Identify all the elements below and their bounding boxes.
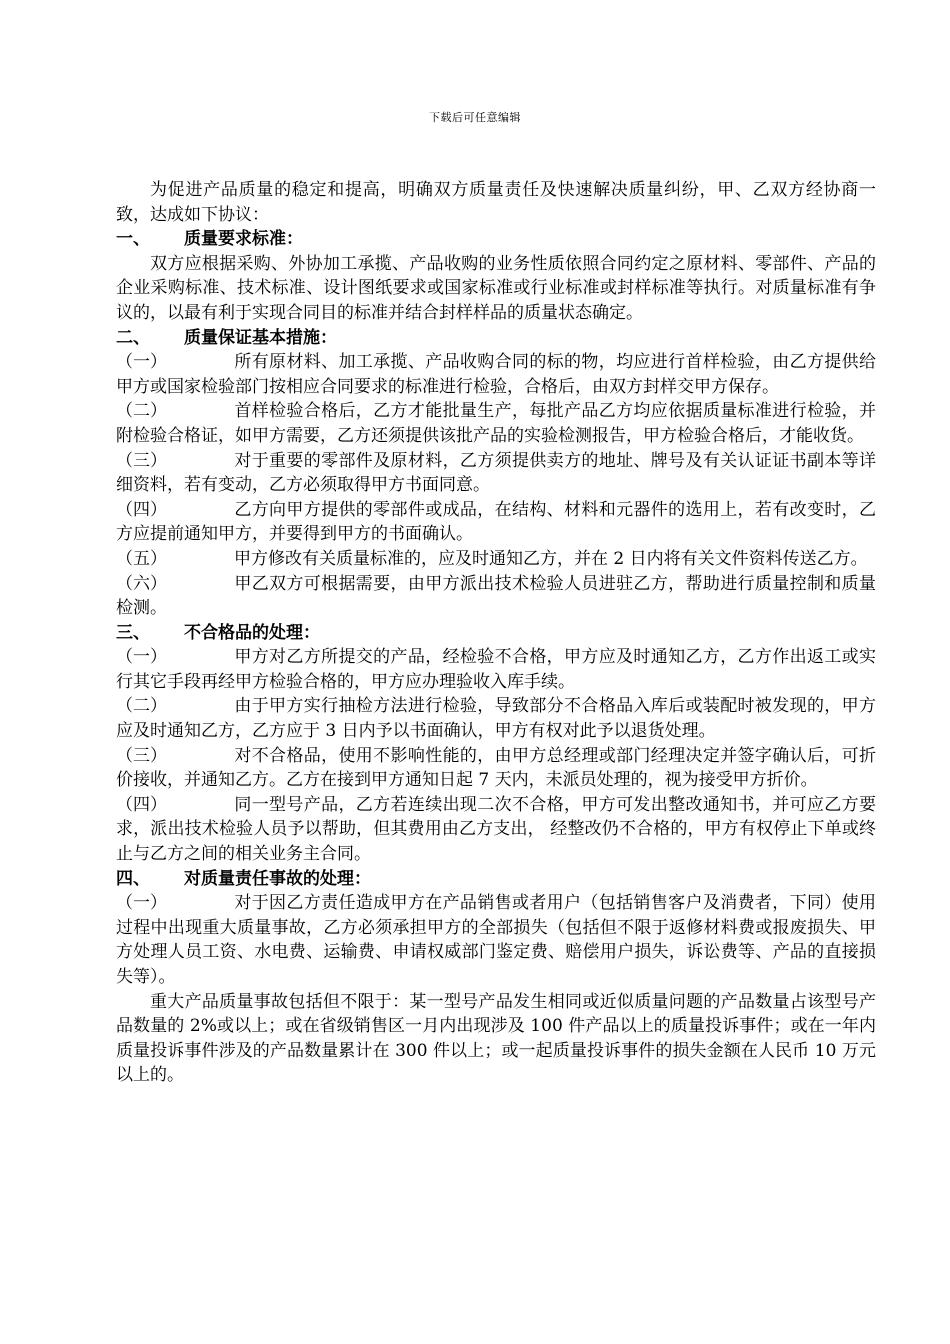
section-2-item <box>116 498 876 547</box>
section-2-item <box>116 449 876 498</box>
section-3-item <box>116 645 876 694</box>
section-4-item <box>116 891 876 989</box>
intro-paragraph: 为促进产品质量的稳定和提高，明确双方质量责任及快速解决质量纠纷，甲、乙双方经协商一致，达成如下协议： <box>116 180 876 225</box>
item-text: 所有原材料、加工承揽、产品收购合同的标的物，均应进行首样检验，由乙方提供给甲方或国家检验部门按相应合同要求的标准进行检验，合格后，由双方封样交甲方保存。 <box>116 352 876 397</box>
item-text: 甲乙双方可根据需要，由甲方派出技术检验人员进驻乙方，帮助进行质量控制和质量检测。 <box>116 573 876 619</box>
section-2-item <box>116 350 876 399</box>
section-4-number: 四、 <box>116 868 150 889</box>
item-label: （二） <box>116 401 167 422</box>
item-text: 首样检验合格后，乙方才能批量生产，每批产品乙方均应依据质量标准进行检验，并附检验合格证，如甲方需要，乙方还须提供该批产品的实验检测报告，甲方检验合格后，才能收货。 <box>116 401 876 446</box>
section-4-note: 重大产品质量事故包括但不限于：某一型号产品发生相同或近似质量问题的产品数量占该型号产品数量的 2%或以上；或在省级销售区一月内出现涉及 100 件产品以上的质量投诉事件；或在一年内质量投诉事件涉及的产品数量累计在 300 件以上；或一起质量投诉事件的损失金额在人民币 10 万元以上的。 <box>116 991 876 1086</box>
item-text: 甲方对乙方所提交的产品，经检验不合格，甲方应及时通知乙方，乙方作出返工或实行其它手段再经甲方检验合格的，甲方应办理验收入库手续。 <box>116 647 876 692</box>
item-text: 对于重要的零部件及原材料，乙方须提供卖方的地址、牌号及有关认证证书副本等详细资料，若有变动，乙方必须取得甲方书面同意。 <box>116 450 876 496</box>
section-3-number: 三、 <box>116 622 150 643</box>
item-text: 甲方修改有关质量标准的，应及时通知乙方，并在 2 日内将有关文件资料传送乙方。 <box>234 548 868 569</box>
section-2-heading <box>116 326 876 351</box>
item-text: 对不合格品，使用不影响性能的，由甲方总经理或部门经理决定并签字确认后，可折价接收，并通知乙方。乙方在接到甲方通知日起 7 天内，未派员处理的，视为接受甲方折价。 <box>116 745 876 791</box>
item-label: （一） <box>116 647 167 668</box>
section-2-item <box>116 547 876 572</box>
section-3-title: 不合格品的处理： <box>184 622 320 643</box>
section-3-item <box>116 694 876 743</box>
section-2-item <box>116 572 876 621</box>
item-text: 同一型号产品，乙方若连续出现二次不合格，甲方可发出整改通知书，并可应乙方要求，派出技术检验人员予以帮助，但其费用由乙方支出， 经整改仍不合格的，甲方有权停止下单或终止与乙方之间的相关业务主合同。 <box>116 794 876 865</box>
item-text: 乙方向甲方提供的零部件或成品，在结构、材料和元器件的选用上，若有改变时，乙方应提前通知甲方，并要得到甲方的书面确认。 <box>116 499 876 545</box>
item-label: （五） <box>116 548 167 569</box>
section-3-heading <box>116 621 876 646</box>
item-label: （一） <box>116 893 167 914</box>
section-1-body: 双方应根据采购、外协加工承揽、产品收购的业务性质依照合同约定之原材料、零部件、产品的企业采购标准、技术标准、设计图纸要求或国家标准或行业标准或封样标准等执行。对质量标准有争议的，以最有利于实现合同目的标准并结合封样样品的质量状态确定。 <box>116 253 876 323</box>
item-label: （一） <box>116 352 167 373</box>
header-note: 下载后可任意编辑 <box>429 111 521 124</box>
item-label: （二） <box>116 696 167 717</box>
item-label: （四） <box>116 499 167 520</box>
section-1-heading <box>116 227 876 252</box>
section-3-item <box>116 793 876 867</box>
section-2-title: 质量保证基本措施： <box>184 327 337 348</box>
document-body <box>116 178 876 1088</box>
section-1-number: 一、 <box>116 229 150 250</box>
section-1-title: 质量要求标准： <box>184 229 303 250</box>
section-2-number: 二、 <box>116 327 150 348</box>
section-2-item <box>116 399 876 448</box>
item-label: （三） <box>116 450 167 471</box>
item-label: （六） <box>116 573 167 594</box>
section-4-heading <box>116 867 876 892</box>
section-3-item <box>116 744 876 793</box>
section-4-title: 对质量责任事故的处理： <box>184 868 371 889</box>
item-text: 对于因乙方责任造成甲方在产品销售或者用户（包括销售客户及消费者，下同）使用过程中出现重大质量事故，乙方必须承担甲方的全部损失（包括但不限于返修材料费或报废损失、甲方处理人员工资、水电费、运输费、申请权威部门鉴定费、赔偿用户损失，诉讼费等、产品的直接损失等）。 <box>116 893 876 987</box>
item-text: 由于甲方实行抽检方法进行检验，导致部分不合格品入库后或装配时被发现的，甲方应及时通知乙方，乙方应于 3 日内予以书面确认，甲方有权对此予以退货处理。 <box>116 696 876 742</box>
item-label: （三） <box>116 745 167 766</box>
item-label: （四） <box>116 794 167 815</box>
